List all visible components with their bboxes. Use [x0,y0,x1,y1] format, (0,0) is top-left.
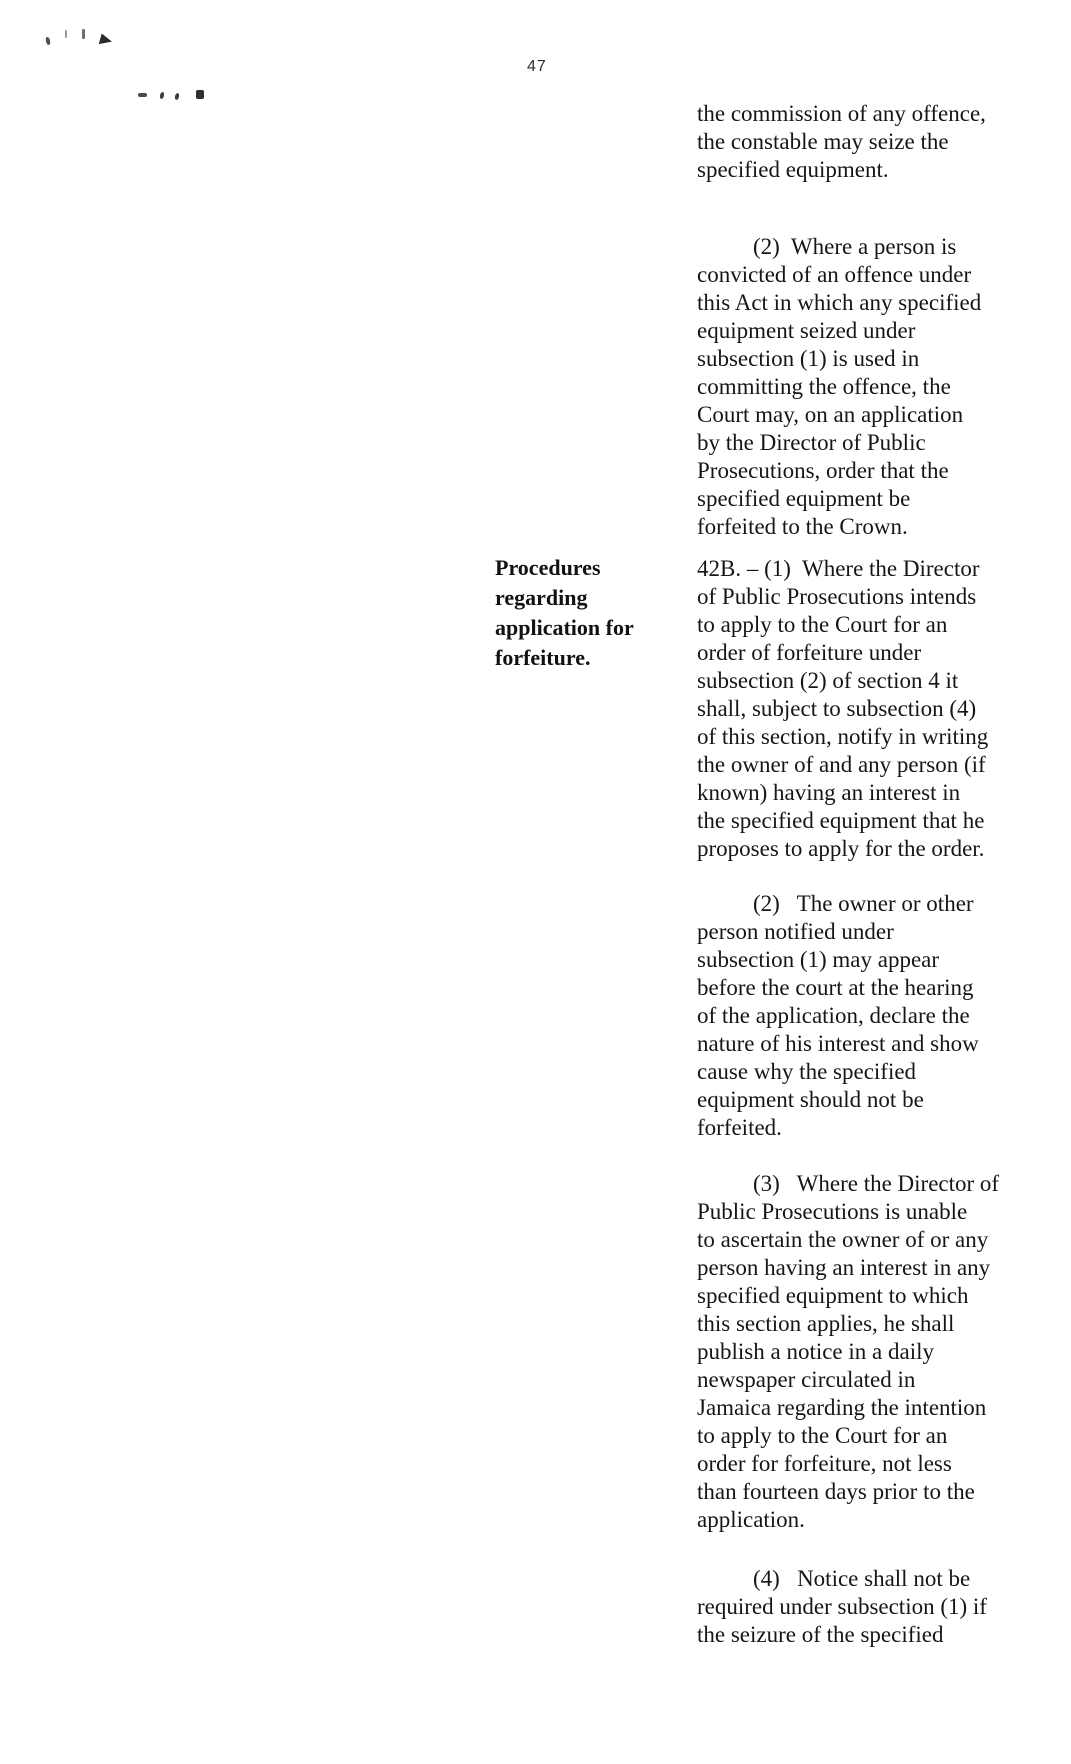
text-line: specified equipment be [697,486,911,511]
text-line: 42B. – (1) Where the Director [697,556,980,581]
text-line: nature of his interest and show [697,1031,979,1056]
text-line: subsection (1) may appear [697,947,940,972]
text-line: the constable may seize the [697,129,949,154]
paragraph-subsection-2-forfeiture-order [697,233,1032,541]
text-line: equipment should not be [697,1087,924,1112]
text-line: subsection (2) of section 4 it [697,668,959,693]
text-line: this section applies, he shall [697,1311,955,1336]
text-line: forfeited. [697,1115,782,1140]
paragraph-42b-subsection-2 [697,890,1032,1142]
scan-speck-icon [174,93,180,101]
text-line: equipment seized under [697,318,916,343]
text-line: regarding [495,585,588,610]
text-line: (2) Where a person is [753,234,957,259]
scan-speck-icon [45,37,51,46]
text-line: required under subsection (1) if [697,1594,987,1619]
text-line: cause why the specified [697,1059,917,1084]
scan-blot-icon [99,34,114,48]
page-number: 47 [527,58,547,75]
text-line: Public Prosecutions is unable [697,1199,968,1224]
text-line: committing the offence, the [697,374,951,399]
text-line: before the court at the hearing [697,975,974,1000]
scan-speck-icon [82,29,85,39]
text-line: to apply to the Court for an [697,1423,948,1448]
text-line: subsection (1) is used in [697,346,920,371]
text-line: specified equipment to which [697,1283,969,1308]
paragraph-continuation-seizure [697,100,1032,184]
scan-blot-icon [196,90,204,99]
text-line: forfeited to the Crown. [697,514,908,539]
text-line: the owner of and any person (if [697,752,986,777]
text-line: convicted of an offence under [697,262,972,287]
scan-speck-icon [159,92,165,100]
text-line: Jamaica regarding the intention [697,1395,987,1420]
text-line: specified equipment. [697,157,889,182]
text-line: the commission of any offence, [697,101,986,126]
text-line: (3) Where the Director of [753,1171,1000,1196]
text-line: order of forfeiture under [697,640,922,665]
text-line: (4) Notice shall not be [753,1566,971,1591]
text-line: to apply to the Court for an [697,612,948,637]
text-line: Court may, on an application [697,402,964,427]
text-line: this Act in which any specified [697,290,982,315]
paragraph-section-42b-subsection-1 [697,555,1032,863]
text-line: publish a notice in a daily [697,1339,934,1364]
text-line: known) having an interest in [697,780,961,805]
text-line: application for [495,615,634,640]
scan-speck-icon [138,93,147,97]
text-line: than fourteen days prior to the [697,1479,975,1504]
text-line: Procedures [495,555,601,580]
text-line: Prosecutions, order that the [697,458,949,483]
margin-note-procedures-regarding-application-for-forfeiture [495,553,690,673]
text-line: proposes to apply for the order. [697,836,985,861]
text-line: to ascertain the owner of or any [697,1227,989,1252]
text-line: shall, subject to subsection (4) [697,696,977,721]
paragraph-42b-subsection-3 [697,1170,1032,1534]
text-line: by the Director of Public [697,430,926,455]
text-line: the seizure of the specified [697,1622,944,1647]
text-line: the specified equipment that he [697,808,985,833]
text-line: person notified under [697,919,894,944]
text-line: of the application, declare the [697,1003,970,1028]
text-line: person having an interest in any [697,1255,991,1280]
text-line: application. [697,1507,805,1532]
scan-speck-icon [65,30,67,38]
text-line: of Public Prosecutions intends [697,584,977,609]
text-line: of this section, notify in writing [697,724,989,749]
text-line: forfeiture. [495,645,591,670]
text-line: (2) The owner or other [753,891,974,916]
paragraph-42b-subsection-4 [697,1565,1032,1649]
text-line: order for forfeiture, not less [697,1451,952,1476]
text-line: newspaper circulated in [697,1367,916,1392]
